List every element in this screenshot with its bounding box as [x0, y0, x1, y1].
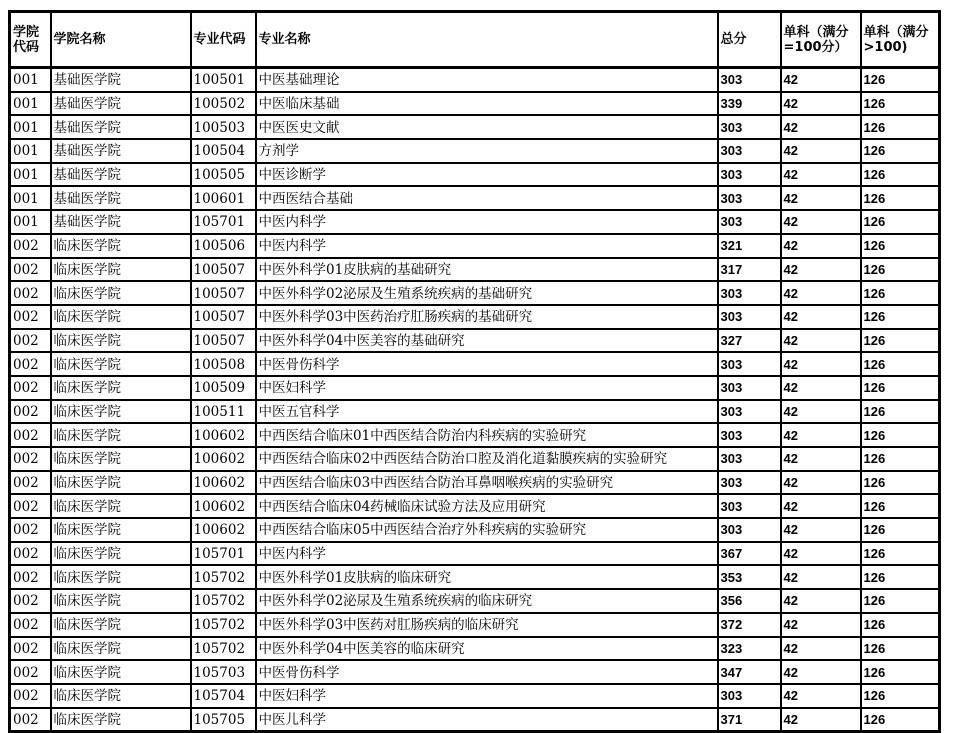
cell-college-name: 临床医学院 — [51, 352, 191, 376]
cell-college-name: 临床医学院 — [51, 400, 191, 424]
cell-total-score: 303 — [718, 115, 781, 139]
cell-major-name: 中医外科学01皮肤病的基础研究 — [256, 258, 718, 282]
cell-college-code: 001 — [10, 68, 51, 92]
cell-major-code: 105701 — [191, 542, 256, 566]
table-row — [10, 163, 940, 187]
cell-single-subject-over-100: 126 — [861, 447, 940, 471]
cell-college-name: 临床医学院 — [51, 637, 191, 661]
cell-single-subject-over-100: 126 — [861, 115, 940, 139]
table-row — [10, 708, 940, 732]
cell-major-code: 100501 — [191, 68, 256, 92]
table-row — [10, 68, 940, 92]
cell-major-name: 方剂学 — [256, 139, 718, 163]
cell-single-subject-100: 42 — [781, 660, 861, 684]
cell-total-score: 303 — [718, 518, 781, 542]
cell-major-name: 中西医结合临床02中西医结合防治口腔及消化道黏膜疾病的实验研究 — [256, 447, 718, 471]
cell-major-name: 中西医结合临床01中西医结合防治内科疾病的实验研究 — [256, 423, 718, 447]
cell-single-subject-100: 42 — [781, 139, 861, 163]
cell-college-code: 002 — [10, 471, 51, 495]
cell-college-name: 临床医学院 — [51, 234, 191, 258]
cell-single-subject-100: 42 — [781, 210, 861, 234]
cell-college-name: 临床医学院 — [51, 376, 191, 400]
cell-major-code: 105702 — [191, 637, 256, 661]
cell-single-subject-over-100: 126 — [861, 352, 940, 376]
cell-major-name: 中医骨伤科学 — [256, 660, 718, 684]
cell-college-name: 临床医学院 — [51, 258, 191, 282]
cell-major-code: 100503 — [191, 115, 256, 139]
header-major-name: 专业名称 — [256, 12, 718, 68]
cell-single-subject-100: 42 — [781, 329, 861, 353]
cell-single-subject-100: 42 — [781, 258, 861, 282]
cell-single-subject-over-100: 126 — [861, 400, 940, 424]
cell-single-subject-100: 42 — [781, 68, 861, 92]
table-row — [10, 518, 940, 542]
cell-major-name: 中医儿科学 — [256, 708, 718, 732]
cell-single-subject-over-100: 126 — [861, 376, 940, 400]
cell-major-code: 100508 — [191, 352, 256, 376]
cell-single-subject-100: 42 — [781, 234, 861, 258]
cell-single-subject-over-100: 126 — [861, 471, 940, 495]
cell-major-name: 中西医结合临床03中西医结合防治耳鼻咽喉疾病的实验研究 — [256, 471, 718, 495]
cell-total-score: 356 — [718, 589, 781, 613]
cell-major-name: 中医外科学02泌尿及生殖系统疾病的临床研究 — [256, 589, 718, 613]
cell-major-code: 100507 — [191, 329, 256, 353]
table-row — [10, 115, 940, 139]
cell-college-name: 基础医学院 — [51, 68, 191, 92]
cell-major-name: 中医基础理论 — [256, 68, 718, 92]
table-row — [10, 400, 940, 424]
table-row — [10, 589, 940, 613]
cell-major-code: 100507 — [191, 281, 256, 305]
cell-single-subject-100: 42 — [781, 447, 861, 471]
cell-total-score: 303 — [718, 163, 781, 187]
cell-major-code: 100602 — [191, 447, 256, 471]
cell-college-name: 基础医学院 — [51, 115, 191, 139]
cell-total-score: 303 — [718, 281, 781, 305]
cell-single-subject-100: 42 — [781, 518, 861, 542]
cell-college-name: 临床医学院 — [51, 518, 191, 542]
cell-total-score: 367 — [718, 542, 781, 566]
table-row — [10, 376, 940, 400]
cell-single-subject-over-100: 126 — [861, 542, 940, 566]
cell-major-code: 105702 — [191, 565, 256, 589]
cell-college-name: 临床医学院 — [51, 305, 191, 329]
cell-single-subject-100: 42 — [781, 542, 861, 566]
cell-college-name: 临床医学院 — [51, 471, 191, 495]
cell-college-code: 002 — [10, 565, 51, 589]
cell-major-code: 105704 — [191, 684, 256, 708]
cell-single-subject-100: 42 — [781, 423, 861, 447]
cell-major-name: 中医妇科学 — [256, 684, 718, 708]
cell-total-score: 347 — [718, 660, 781, 684]
cell-single-subject-over-100: 126 — [861, 613, 940, 637]
cell-single-subject-over-100: 126 — [861, 684, 940, 708]
cell-major-code: 100509 — [191, 376, 256, 400]
cell-college-name: 基础医学院 — [51, 92, 191, 116]
cell-college-name: 临床医学院 — [51, 281, 191, 305]
cell-major-code: 100505 — [191, 163, 256, 187]
cell-single-subject-over-100: 126 — [861, 518, 940, 542]
cell-major-name: 中医临床基础 — [256, 92, 718, 116]
cell-total-score: 303 — [718, 447, 781, 471]
cell-single-subject-over-100: 126 — [861, 139, 940, 163]
cell-major-code: 100602 — [191, 471, 256, 495]
cell-college-code: 002 — [10, 613, 51, 637]
cell-major-code: 100504 — [191, 139, 256, 163]
cell-single-subject-100: 42 — [781, 115, 861, 139]
cell-major-code: 100602 — [191, 423, 256, 447]
cell-college-code: 002 — [10, 708, 51, 732]
cell-major-code: 100602 — [191, 518, 256, 542]
cell-total-score: 303 — [718, 494, 781, 518]
cell-college-code: 002 — [10, 684, 51, 708]
cell-major-code: 100506 — [191, 234, 256, 258]
cell-single-subject-over-100: 126 — [861, 494, 940, 518]
cell-college-name: 临床医学院 — [51, 423, 191, 447]
table-row — [10, 684, 940, 708]
cell-major-code: 100507 — [191, 258, 256, 282]
cell-total-score: 303 — [718, 139, 781, 163]
cell-college-code: 002 — [10, 423, 51, 447]
cell-single-subject-100: 42 — [781, 494, 861, 518]
cell-college-code: 002 — [10, 518, 51, 542]
cell-total-score: 303 — [718, 305, 781, 329]
cell-college-name: 临床医学院 — [51, 708, 191, 732]
cell-major-name: 中医诊断学 — [256, 163, 718, 187]
cell-total-score: 317 — [718, 258, 781, 282]
header-college-code: 学院代码 — [10, 12, 51, 68]
header-row — [10, 12, 940, 68]
cell-single-subject-100: 42 — [781, 471, 861, 495]
cell-college-code: 002 — [10, 352, 51, 376]
cell-total-score: 303 — [718, 400, 781, 424]
cell-single-subject-over-100: 126 — [861, 565, 940, 589]
cell-major-code: 100511 — [191, 400, 256, 424]
cell-college-code: 002 — [10, 660, 51, 684]
cell-major-name: 中医内科学 — [256, 234, 718, 258]
cell-single-subject-100: 42 — [781, 565, 861, 589]
cell-single-subject-100: 42 — [781, 708, 861, 732]
table-row — [10, 352, 940, 376]
cell-college-name: 临床医学院 — [51, 565, 191, 589]
header-college-name: 学院名称 — [51, 12, 191, 68]
cell-total-score: 353 — [718, 565, 781, 589]
cell-single-subject-100: 42 — [781, 92, 861, 116]
cell-single-subject-over-100: 126 — [861, 329, 940, 353]
cell-single-subject-100: 42 — [781, 400, 861, 424]
table-row — [10, 281, 940, 305]
cell-total-score: 323 — [718, 637, 781, 661]
cell-single-subject-over-100: 126 — [861, 210, 940, 234]
table-row — [10, 471, 940, 495]
cell-college-code: 002 — [10, 234, 51, 258]
cell-college-name: 临床医学院 — [51, 660, 191, 684]
cell-major-name: 中医外科学02泌尿及生殖系统疾病的基础研究 — [256, 281, 718, 305]
cell-major-name: 中医外科学04中医美容的临床研究 — [256, 637, 718, 661]
cell-single-subject-over-100: 126 — [861, 234, 940, 258]
cell-college-name: 临床医学院 — [51, 447, 191, 471]
cell-total-score: 321 — [718, 234, 781, 258]
table-row — [10, 305, 940, 329]
cell-college-code: 001 — [10, 115, 51, 139]
cell-college-code: 002 — [10, 542, 51, 566]
cell-major-name: 中西医结合临床04药械临床试验方法及应用研究 — [256, 494, 718, 518]
cell-single-subject-100: 42 — [781, 613, 861, 637]
cell-college-name: 临床医学院 — [51, 589, 191, 613]
cell-total-score: 371 — [718, 708, 781, 732]
header-single-subject-100: 单科（满分=100分） — [781, 12, 861, 68]
cell-major-name: 中医外科学01皮肤病的临床研究 — [256, 565, 718, 589]
table-row — [10, 139, 940, 163]
header-major-code: 专业代码 — [191, 12, 256, 68]
cell-single-subject-over-100: 126 — [861, 258, 940, 282]
cell-single-subject-over-100: 126 — [861, 68, 940, 92]
cell-single-subject-100: 42 — [781, 684, 861, 708]
cell-college-name: 临床医学院 — [51, 542, 191, 566]
cell-major-name: 中医内科学 — [256, 542, 718, 566]
cell-college-code: 001 — [10, 92, 51, 116]
table-row — [10, 186, 940, 210]
cell-single-subject-over-100: 126 — [861, 163, 940, 187]
cell-major-name: 中医内科学 — [256, 210, 718, 234]
cell-college-name: 临床医学院 — [51, 684, 191, 708]
table-row — [10, 660, 940, 684]
table-row — [10, 234, 940, 258]
cell-major-code: 100602 — [191, 494, 256, 518]
cell-college-code: 002 — [10, 329, 51, 353]
cell-major-name: 中医五官科学 — [256, 400, 718, 424]
cell-college-code: 002 — [10, 637, 51, 661]
cell-college-name: 基础医学院 — [51, 139, 191, 163]
cell-single-subject-100: 42 — [781, 281, 861, 305]
table-row — [10, 258, 940, 282]
cell-college-code: 002 — [10, 258, 51, 282]
cell-single-subject-over-100: 126 — [861, 186, 940, 210]
cell-total-score: 303 — [718, 471, 781, 495]
cell-total-score: 303 — [718, 210, 781, 234]
cell-total-score: 303 — [718, 684, 781, 708]
table-row — [10, 423, 940, 447]
table-row — [10, 92, 940, 116]
table-row — [10, 565, 940, 589]
cell-total-score: 372 — [718, 613, 781, 637]
cell-college-name: 临床医学院 — [51, 329, 191, 353]
cell-college-name: 临床医学院 — [51, 613, 191, 637]
cell-college-code: 002 — [10, 305, 51, 329]
cell-single-subject-100: 42 — [781, 589, 861, 613]
cell-major-name: 中医骨伤科学 — [256, 352, 718, 376]
cell-single-subject-over-100: 126 — [861, 305, 940, 329]
cell-major-code: 105703 — [191, 660, 256, 684]
cell-major-name: 中医外科学03中医药对肛肠疾病的临床研究 — [256, 613, 718, 637]
cell-major-code: 100502 — [191, 92, 256, 116]
cell-total-score: 303 — [718, 352, 781, 376]
cell-single-subject-100: 42 — [781, 186, 861, 210]
cell-college-code: 002 — [10, 281, 51, 305]
cell-major-code: 105702 — [191, 589, 256, 613]
cell-total-score: 303 — [718, 376, 781, 400]
cell-single-subject-over-100: 126 — [861, 281, 940, 305]
cell-total-score: 303 — [718, 68, 781, 92]
cell-total-score: 303 — [718, 423, 781, 447]
cell-single-subject-100: 42 — [781, 376, 861, 400]
cell-college-name: 基础医学院 — [51, 163, 191, 187]
cell-major-name: 中西医结合临床05中西医结合治疗外科疾病的实验研究 — [256, 518, 718, 542]
cell-major-name: 中医妇科学 — [256, 376, 718, 400]
cell-single-subject-100: 42 — [781, 352, 861, 376]
cell-major-name: 中医医史文献 — [256, 115, 718, 139]
header-total-score: 总分 — [718, 12, 781, 68]
cell-college-name: 基础医学院 — [51, 210, 191, 234]
cell-major-name: 中医外科学04中医美容的基础研究 — [256, 329, 718, 353]
cell-single-subject-over-100: 126 — [861, 92, 940, 116]
table-row — [10, 637, 940, 661]
cell-single-subject-over-100: 126 — [861, 660, 940, 684]
cell-single-subject-over-100: 126 — [861, 708, 940, 732]
cell-college-code: 001 — [10, 210, 51, 234]
table-row — [10, 542, 940, 566]
cell-single-subject-over-100: 126 — [861, 423, 940, 447]
cell-college-code: 002 — [10, 447, 51, 471]
cell-college-code: 001 — [10, 139, 51, 163]
cell-college-code: 002 — [10, 376, 51, 400]
table-row — [10, 494, 940, 518]
cell-major-code: 100507 — [191, 305, 256, 329]
cell-total-score: 339 — [718, 92, 781, 116]
table-row — [10, 613, 940, 637]
cell-single-subject-100: 42 — [781, 305, 861, 329]
cell-single-subject-over-100: 126 — [861, 589, 940, 613]
cell-major-name: 中医外科学03中医药治疗肛肠疾病的基础研究 — [256, 305, 718, 329]
cell-college-code: 002 — [10, 494, 51, 518]
cell-total-score: 303 — [718, 186, 781, 210]
cell-college-name: 基础医学院 — [51, 186, 191, 210]
table-body — [10, 68, 940, 732]
cell-college-code: 002 — [10, 400, 51, 424]
table-row — [10, 447, 940, 471]
table-row — [10, 210, 940, 234]
cell-college-code: 001 — [10, 186, 51, 210]
cell-college-name: 临床医学院 — [51, 494, 191, 518]
cell-college-code: 001 — [10, 163, 51, 187]
cell-major-code: 100601 — [191, 186, 256, 210]
table-row — [10, 329, 940, 353]
cell-major-code: 105702 — [191, 613, 256, 637]
cell-college-code: 002 — [10, 589, 51, 613]
cell-single-subject-100: 42 — [781, 163, 861, 187]
cell-total-score: 327 — [718, 329, 781, 353]
score-table — [8, 10, 941, 733]
cell-major-name: 中西医结合基础 — [256, 186, 718, 210]
cell-major-code: 105705 — [191, 708, 256, 732]
cell-major-code: 105701 — [191, 210, 256, 234]
header-single-subject-over-100: 单科（满分>100) — [861, 12, 940, 68]
cell-single-subject-100: 42 — [781, 637, 861, 661]
cell-single-subject-over-100: 126 — [861, 637, 940, 661]
